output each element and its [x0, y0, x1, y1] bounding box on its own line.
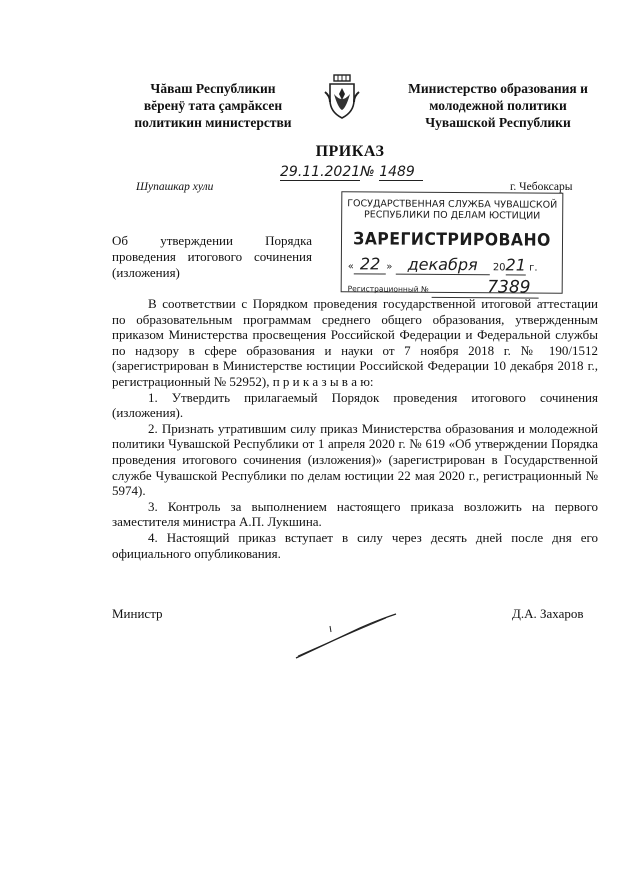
place-russian: г. Чебоксары: [510, 181, 573, 193]
stamp-org-line-1: ГОСУДАРСТВЕННАЯ СЛУЖБА ЧУВАШСКОЙ: [347, 198, 558, 211]
header-left-line-1: Чăваш Республикин: [150, 81, 276, 96]
stamp-reg-number: 7389: [431, 277, 538, 299]
stamp-quote-open: «: [347, 261, 354, 273]
stamp-year-suffix: г.: [529, 262, 538, 274]
stamp-organization: [342, 198, 562, 222]
stamp-registered-label: ЗАРЕГИСТРИРОВАНО: [353, 229, 551, 251]
header-left-line-3: политикин министерстви: [134, 115, 292, 130]
paragraph-item-4: 4. Настоящий приказ вступает в силу через десять дней после дня его официального опубликования.: [112, 529, 598, 561]
order-date: 29.11.2021: [280, 164, 361, 180]
stamp-year-prefix: 20: [492, 262, 506, 274]
stamp-quote-close: »: [386, 261, 393, 273]
handwritten-signature: [290, 612, 410, 662]
header-left-ministry-chuvash: [108, 80, 318, 131]
paragraph-item-3: 3. Контроль за выполнением настоящего приказа возложить на первого заместителя министра А.П. Лукшина.: [112, 498, 598, 530]
header-left-line-2: вĕренÿ тата çамрăксен: [143, 98, 283, 113]
document-subject: Об утверждении Порядка проведения итогового сочинения (изложения): [112, 233, 312, 280]
header-right-line-3: Чувашской Республики: [425, 115, 571, 130]
header-right-line-2: молодежной политики: [429, 98, 567, 113]
stamp-date-line: [348, 254, 558, 274]
place-chuvash: Шупашкар хули: [136, 181, 214, 193]
stamp-reg-number-line: [348, 276, 558, 297]
header-right-line-1: Министерство образования и: [408, 81, 588, 96]
registration-stamp: [341, 191, 564, 298]
paragraph-item-2: 2. Признать утратившим силу приказ Министерства образования и молодежной политики Чувашской Республики от 1 апреля 2020 г. № 619 «Об утверждении Порядка проведения итогового сочинения (изложения)» (зарегистрирован в Государственной службе Чувашской Республики по делам юстиции 22 мая 2020 г., регистрационный № 5974).: [112, 420, 598, 499]
document-body: [112, 296, 598, 561]
order-number: 1489: [379, 164, 423, 181]
signatory-position: Министр: [112, 606, 163, 621]
document-title: ПРИКАЗ: [315, 143, 385, 160]
coat-of-arms-icon: [322, 74, 362, 122]
paragraph-item-1: 1. Утвердить прилагаемый Порядок проведения итогового сочинения (изложения).: [112, 389, 598, 421]
stamp-year: 21: [505, 255, 527, 275]
number-label: №: [360, 164, 375, 180]
signatory-name: Д.А. Захаров: [512, 606, 584, 621]
date-number-line: [280, 164, 440, 184]
stamp-reg-label: Регистрационный №: [347, 284, 429, 294]
paragraph-preamble: В соответствии с Порядком проведения государственной итоговой аттестации по образовательным программам среднего общего образования, утвержденным приказом Министерства просвещения Российской Федерации и Федеральной службы по надзору в сфере образования и науки от 7 ноября 2018 г. № 190/1512 (зарегистрирован в Министерстве юстиции Российской Федерации 10 декабря 2018 г., регистрационный № 52952), п р и к а з ы в а ю:: [112, 296, 598, 389]
header-right-ministry-russian: [398, 80, 598, 131]
stamp-org-line-2: РЕСПУБЛИКИ ПО ДЕЛАМ ЮСТИЦИИ: [364, 209, 541, 222]
stamp-month: декабря: [396, 255, 490, 276]
stamp-day: 22: [354, 254, 386, 274]
